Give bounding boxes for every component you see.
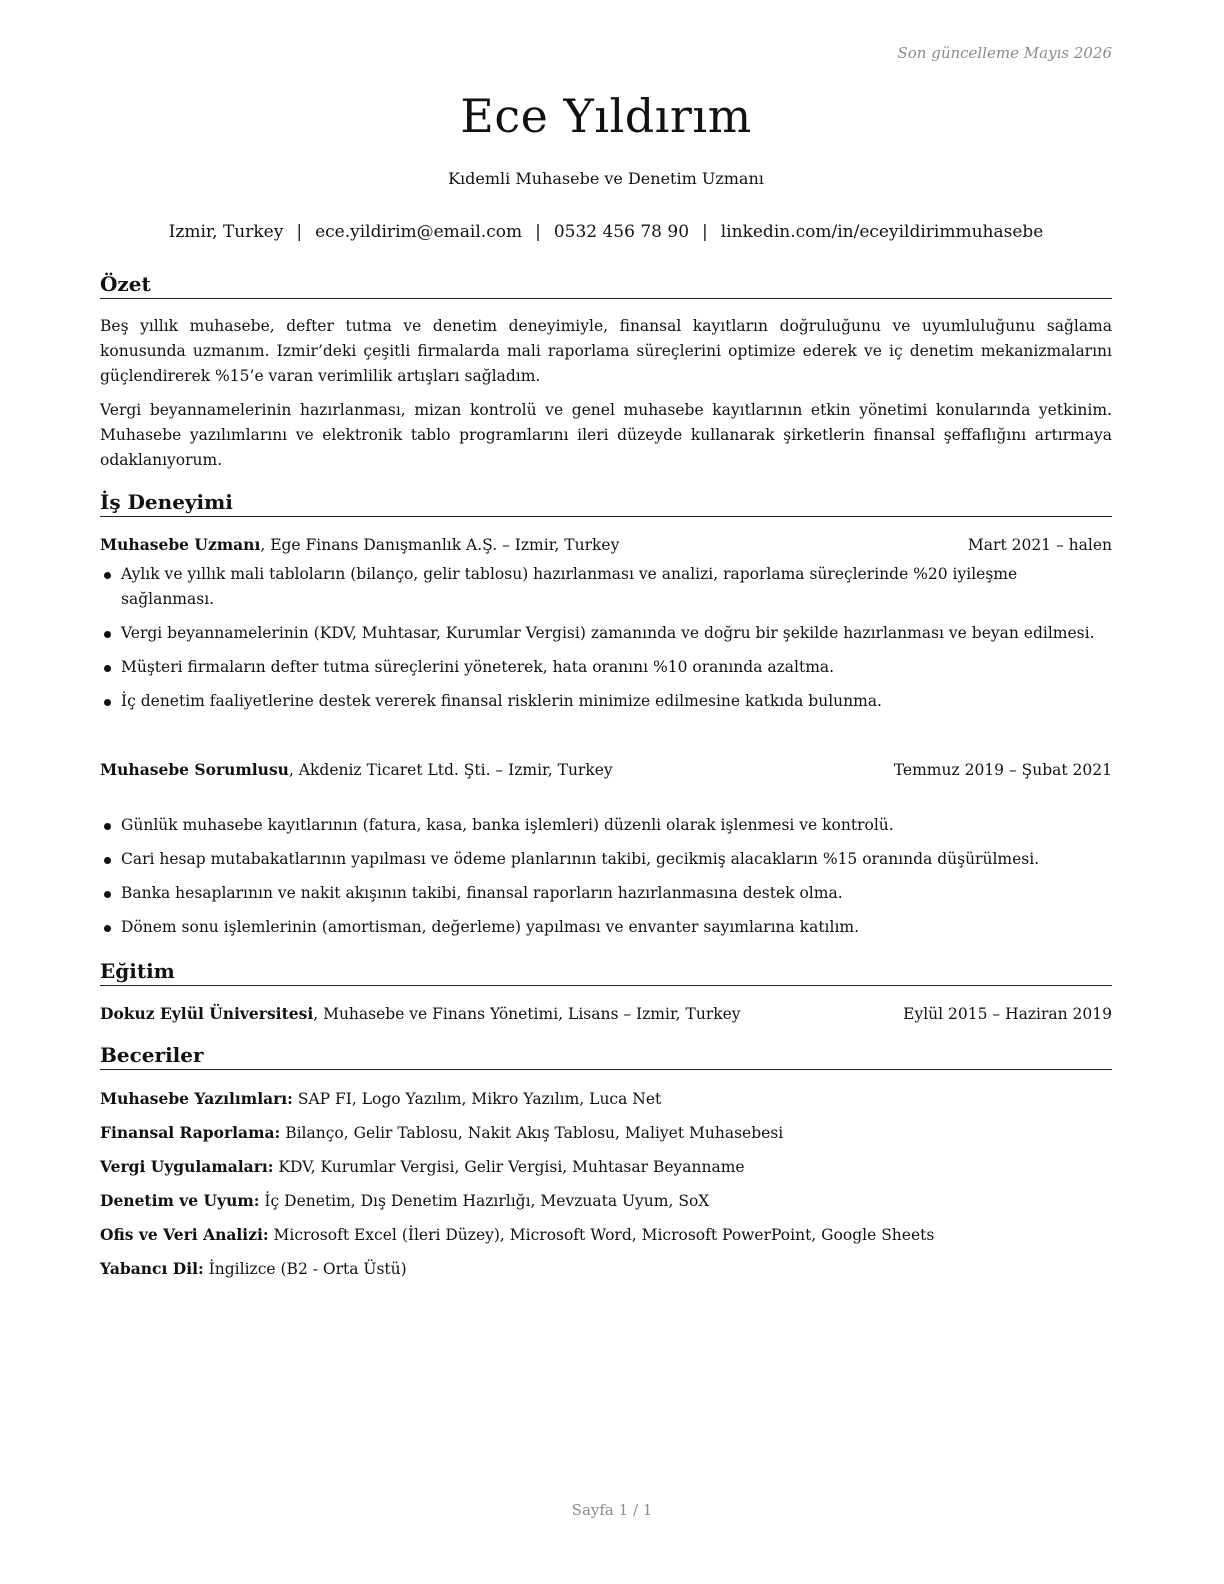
job-role: Muhasebe Sorumlusu bbox=[100, 760, 289, 779]
skill-label: Vergi Uygulamaları: bbox=[100, 1157, 274, 1176]
skill-label: Finansal Raporlama: bbox=[100, 1123, 281, 1142]
candidate-name: Ece Yıldırım bbox=[460, 89, 752, 143]
summary-section-title: Özet bbox=[100, 271, 1112, 299]
list-item bbox=[100, 915, 1112, 940]
last-updated-note: Son güncelleme Mayıs 2026 bbox=[897, 44, 1112, 62]
job-company: , Akdeniz Ticaret Ltd. Şti. – Izmir, Turkey bbox=[288, 761, 613, 779]
list-item bbox=[100, 621, 1112, 646]
bullet-text: İç denetim faaliyetlerine destek vererek finansal risklerin minimize edilmesine katkıda bulunma. bbox=[121, 692, 882, 710]
bullet-icon bbox=[104, 857, 111, 864]
list-item bbox=[100, 562, 1112, 612]
bullet-icon bbox=[104, 925, 111, 932]
bullet-icon bbox=[104, 665, 111, 672]
bullet-icon bbox=[104, 823, 111, 830]
contact-separator: | bbox=[535, 222, 541, 242]
contact-separator: | bbox=[296, 222, 303, 242]
bullet-icon bbox=[104, 699, 111, 706]
list-item bbox=[100, 655, 1112, 680]
bullet-icon bbox=[104, 891, 111, 898]
list-item bbox=[100, 813, 1112, 838]
job-bullet-list bbox=[100, 813, 1112, 949]
contact-location: Izmir, Turkey bbox=[168, 222, 284, 242]
job-role: Muhasebe Uzmanı bbox=[100, 535, 261, 554]
education-school: Dokuz Eylül Üniversitesi bbox=[100, 1004, 314, 1023]
bullet-text: Dönem sonu işlemlerinin (amortisman, değerleme) yapılması ve envanter sayımlarına katılım. bbox=[121, 918, 860, 936]
skill-row bbox=[100, 1086, 1112, 1120]
list-item bbox=[100, 847, 1112, 872]
bullet-text: Banka hesaplarının ve nakit akışının takibi, finansal raporların hazırlanmasına destek olma. bbox=[121, 884, 843, 902]
skill-label: Muhasebe Yazılımları: bbox=[100, 1089, 293, 1108]
summary-paragraph: Beş yıllık muhasebe, defter tutma ve denetim deneyimiyle, finansal kayıtların doğruluğunu ve uyumluluğunu sağlama konusunda uzmanım. Izmir’deki çeşitli firmalarda mali raporlama süreçlerini optimize ederek ve iç denetim mekanizmalarını güçlendirerek %15’e varan verimlilik artışları sağladım. bbox=[100, 317, 1112, 385]
bullet-text: Günlük muhasebe kayıtlarının (fatura, kasa, banka işlemleri) düzenli olarak işlenmesi ve kontrolü. bbox=[121, 816, 894, 834]
education-degree: , Muhasebe ve Finans Yönetimi, Lisans – Izmir, Turkey bbox=[313, 1005, 741, 1023]
education-dates: Eylül 2015 – Haziran 2019 bbox=[903, 1005, 1112, 1023]
bullet-text: Vergi beyannamelerinin (KDV, Muhtasar, Kurumlar Vergisi) zamanında ve doğru bir şekilde hazırlanması ve beyan edilmesi. bbox=[121, 624, 1095, 642]
education-section-title: Eğitim bbox=[100, 958, 1112, 986]
skill-row bbox=[100, 1120, 1112, 1154]
job-title-line bbox=[100, 532, 619, 558]
skill-row bbox=[100, 1188, 1112, 1222]
job-company: , Ege Finans Danışmanlık A.Ş. – Izmir, Turkey bbox=[260, 536, 620, 554]
contact-phone: 0532 456 78 90 bbox=[553, 222, 690, 242]
skill-value: İç Denetim, Dış Denetim Hazırlığı, Mevzuata Uyum, SoX bbox=[264, 1192, 710, 1210]
bullet-text: Cari hesap mutabakatlarının yapılması ve ödeme planlarının takibi, gecikmiş alacakların %15 oranında düşürülmesi. bbox=[121, 850, 1040, 868]
skill-value: İngilizce (B2 - Orta Üstü) bbox=[208, 1260, 407, 1278]
skills-list bbox=[100, 1086, 1112, 1290]
job-dates: Temmuz 2019 – Şubat 2021 bbox=[893, 761, 1112, 779]
skill-label: Yabancı Dil: bbox=[100, 1259, 204, 1278]
skill-value: Microsoft Excel (İleri Düzey), Microsoft Word, Microsoft PowerPoint, Google Sheets bbox=[273, 1226, 935, 1244]
skill-label: Ofis ve Veri Analizi: bbox=[100, 1225, 269, 1244]
bullet-text: Müşteri firmaların defter tutma süreçlerini yöneterek, hata oranını %10 oranında azaltma. bbox=[121, 658, 835, 676]
skill-value: Bilanço, Gelir Tablosu, Nakit Akış Tablosu, Maliyet Muhasebesi bbox=[285, 1124, 784, 1142]
skill-value: KDV, Kurumlar Vergisi, Gelir Vergisi, Muhtasar Beyanname bbox=[278, 1158, 745, 1176]
bullet-icon bbox=[104, 572, 111, 579]
summary-paragraph: Vergi beyannamelerinin hazırlanması, mizan kontrolü ve genel muhasebe kayıtlarının etkin yönetimi konularında yetkinim. Muhasebe yazılımlarını ve elektronik tablo programlarını ileri düzeyde kullanarak şirketlerin finansal şeffaflığını artırmaya odaklanıyorum. bbox=[100, 401, 1112, 469]
bullet-icon bbox=[104, 631, 111, 638]
education-title-line bbox=[100, 1001, 741, 1027]
contact-email[interactable]: ece.yildirim@email.com bbox=[315, 222, 523, 242]
contact-line bbox=[100, 219, 1112, 245]
list-item bbox=[100, 881, 1112, 906]
job-dates: Mart 2021 – halen bbox=[967, 536, 1112, 554]
skill-label: Denetim ve Uyum: bbox=[100, 1191, 260, 1210]
skills-section-title: Beceriler bbox=[100, 1042, 1112, 1070]
skill-row bbox=[100, 1154, 1112, 1188]
job-title-line bbox=[100, 757, 613, 783]
skill-row bbox=[100, 1256, 1112, 1290]
skill-value: SAP FI, Logo Yazılım, Mikro Yazılım, Luca Net bbox=[297, 1090, 662, 1108]
contact-separator: | bbox=[702, 222, 708, 242]
bullet-text: Aylık ve yıllık mali tabloların (bilanço, gelir tablosu) hazırlanması ve analizi, raporlama süreçlerinde %20 iyileşme sağlanması. bbox=[121, 565, 1018, 608]
page-number: Sayfa 1 / 1 bbox=[571, 1501, 653, 1519]
candidate-tagline: Kıdemli Muhasebe ve Denetim Uzmanı bbox=[448, 169, 764, 188]
skill-row bbox=[100, 1222, 1112, 1256]
contact-linkedin[interactable]: linkedin.com/in/eceyildirimmuhasebe bbox=[720, 222, 1044, 242]
list-item bbox=[100, 689, 1112, 714]
job-bullet-list bbox=[100, 562, 1112, 723]
experience-section-title: İş Deneyimi bbox=[100, 489, 1112, 517]
